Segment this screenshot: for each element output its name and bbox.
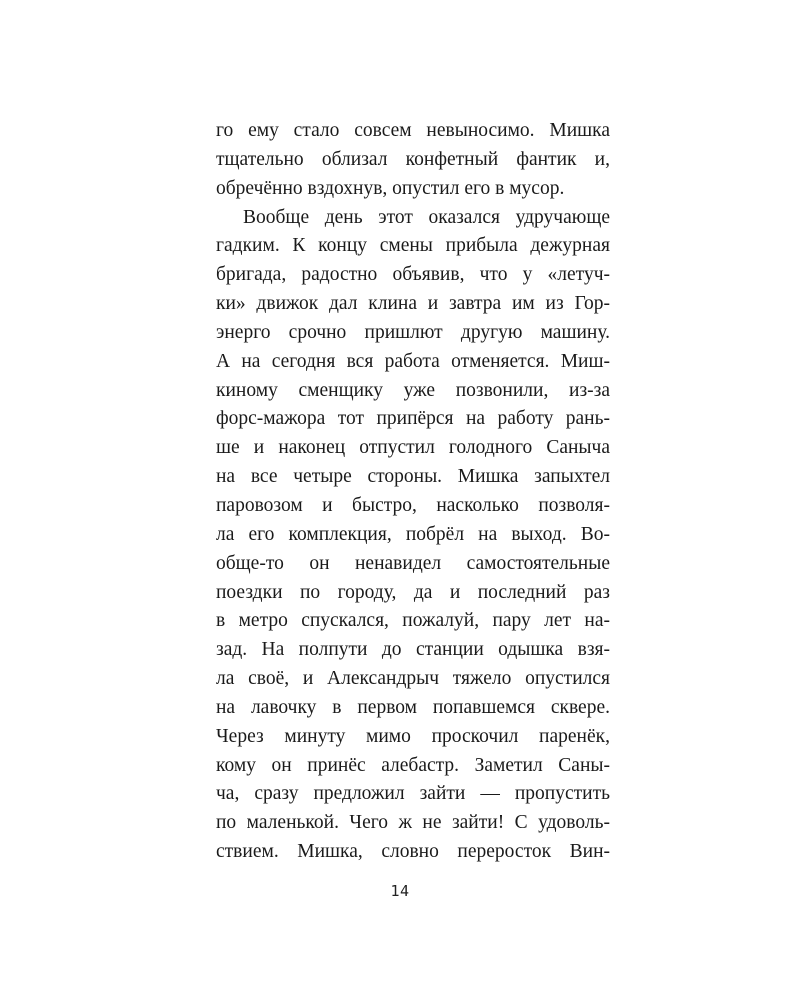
text-line: на все четыре стороны. Мишка запыхтел [216, 466, 610, 488]
text-line: обречённо вздохнув, опустил его в мусор. [216, 177, 565, 199]
text-line: ла своё, и Александрыч тяжело опустился [216, 668, 610, 690]
text-line: ствием. Мишка, словно переросток Вин- [216, 841, 610, 863]
text-line: поездки по городу, да и последний раз [216, 581, 610, 603]
body-text [216, 117, 610, 867]
text-line: Через минуту мимо проскочил паренёк, [216, 725, 610, 747]
text-line: зад. На полпути до станции одышка взя- [216, 639, 610, 661]
text-line: А на сегодня вся работа отменяется. Миш- [216, 350, 610, 372]
text-line: ше и наконец отпустил голодного Саныча [216, 437, 610, 459]
text-line: ки» движок дал клина и завтра им из Гор- [216, 293, 610, 315]
text-line: обще-то он ненавидел самостоятельные [216, 552, 610, 574]
text-line: бригада, радостно объявив, что у «летуч- [216, 264, 610, 286]
text-line: ча, сразу предложил зайти — пропустить [216, 783, 610, 805]
text-line: в метро спускался, пожалуй, пару лет на- [216, 610, 610, 632]
text-line: тщательно облизал конфетный фантик и, [216, 148, 610, 170]
text-line: энерго срочно пришлют другую машину. [216, 321, 610, 343]
text-line: на лавочку в первом попавшемся сквере. [216, 696, 610, 718]
text-line: по маленькой. Чего ж не зайти! С удоволь- [216, 812, 610, 834]
page-number: 14 [390, 882, 410, 900]
text-line: киному сменщику уже позвонили, из-за [216, 379, 610, 401]
text-line: паровозом и быстро, насколько позволя- [216, 494, 610, 516]
text-line: ла его комплекция, побрёл на выход. Во- [216, 523, 610, 545]
paragraph-start-line: Вообще день этот оказался удручающе [243, 206, 610, 228]
text-line: форс-мажора тот припёрся на работу рань- [216, 408, 610, 430]
text-line: кому он принёс алебастр. Заметил Саны- [216, 754, 610, 776]
text-line: го ему стало совсем невыносимо. Мишка [216, 120, 610, 141]
text-line: гадким. К концу смены прибыла дежурная [216, 235, 610, 257]
